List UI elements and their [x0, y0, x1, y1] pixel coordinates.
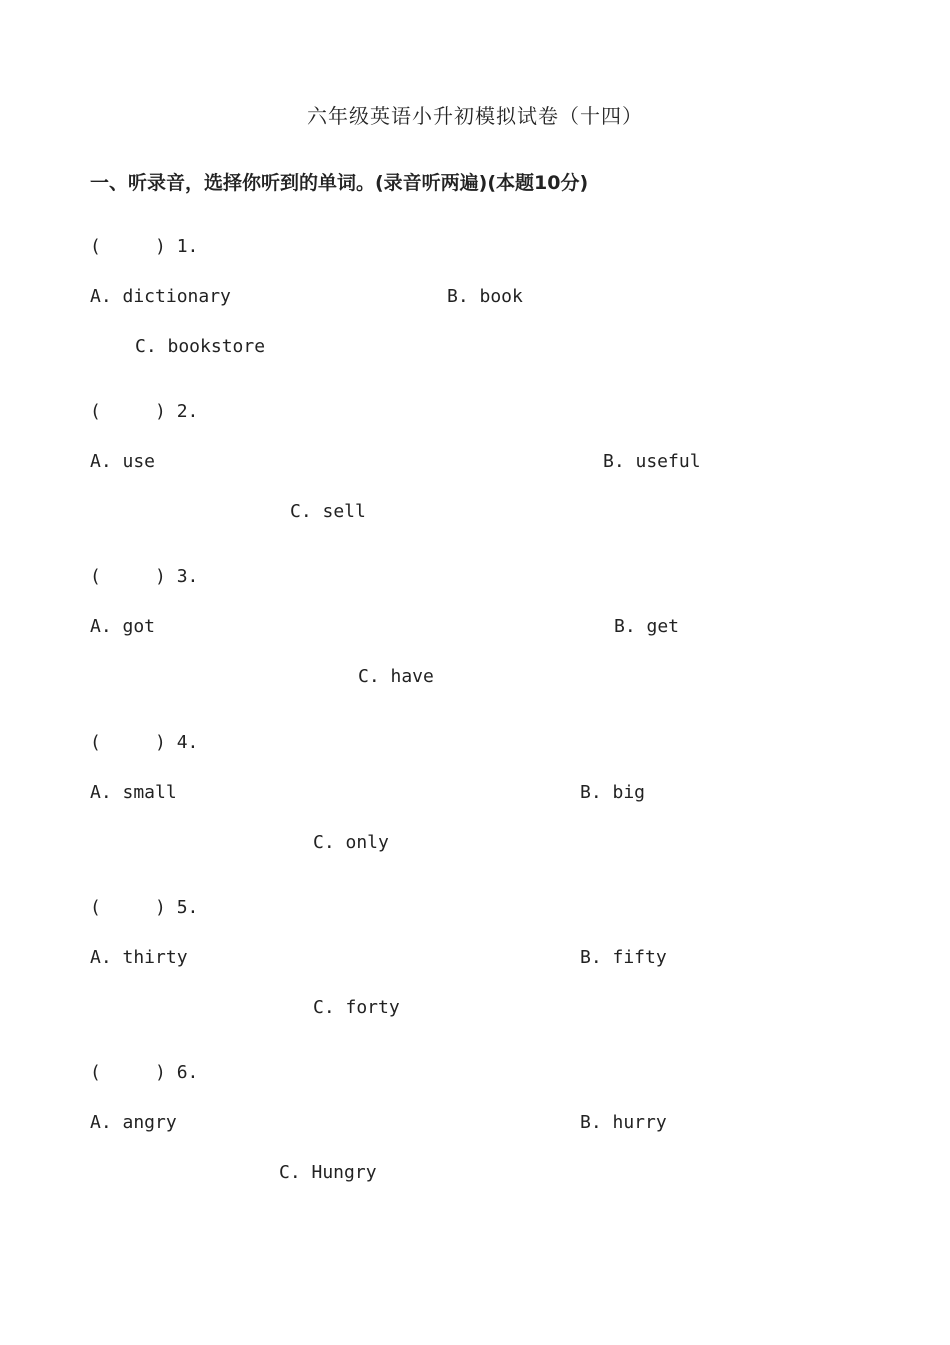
answer-blank[interactable]: ( ) 3. [90, 566, 199, 587]
option-b: B. hurry [580, 1112, 667, 1133]
option-c: C. Hungry [279, 1162, 377, 1183]
question-3 [0, 566, 950, 731]
option-c: C. bookstore [135, 336, 266, 357]
option-b: B. get [614, 616, 680, 637]
option-c: C. only [313, 832, 389, 853]
option-b: B. fifty [580, 947, 667, 968]
question-6 [0, 1062, 950, 1227]
option-a: A. thirty [90, 947, 188, 968]
question-4 [0, 732, 950, 897]
option-a: A. got [90, 616, 156, 637]
question-2 [0, 401, 950, 566]
question-5 [0, 897, 950, 1062]
answer-blank[interactable]: ( ) 5. [90, 897, 199, 918]
option-b: B. book [447, 286, 523, 307]
answer-blank[interactable]: ( ) 4. [90, 732, 199, 753]
option-c: C. forty [313, 997, 400, 1018]
option-b: B. useful [603, 451, 701, 472]
option-a: A. dictionary [90, 286, 231, 307]
answer-blank[interactable]: ( ) 2. [90, 401, 199, 422]
option-c: C. have [358, 666, 434, 687]
answer-blank[interactable]: ( ) 6. [90, 1062, 199, 1083]
option-a: A. use [90, 451, 156, 472]
page-title: 六年级英语小升初模拟试卷（十四） [307, 104, 643, 128]
answer-blank[interactable]: ( ) 1. [90, 236, 199, 257]
question-1 [0, 236, 950, 401]
section-heading: 一、听录音，选择你听到的单词。(录音听两遍)(本题10分) [90, 172, 589, 194]
option-c: C. sell [290, 501, 366, 522]
option-a: A. angry [90, 1112, 177, 1133]
option-b: B. big [580, 782, 646, 803]
option-a: A. small [90, 782, 177, 803]
